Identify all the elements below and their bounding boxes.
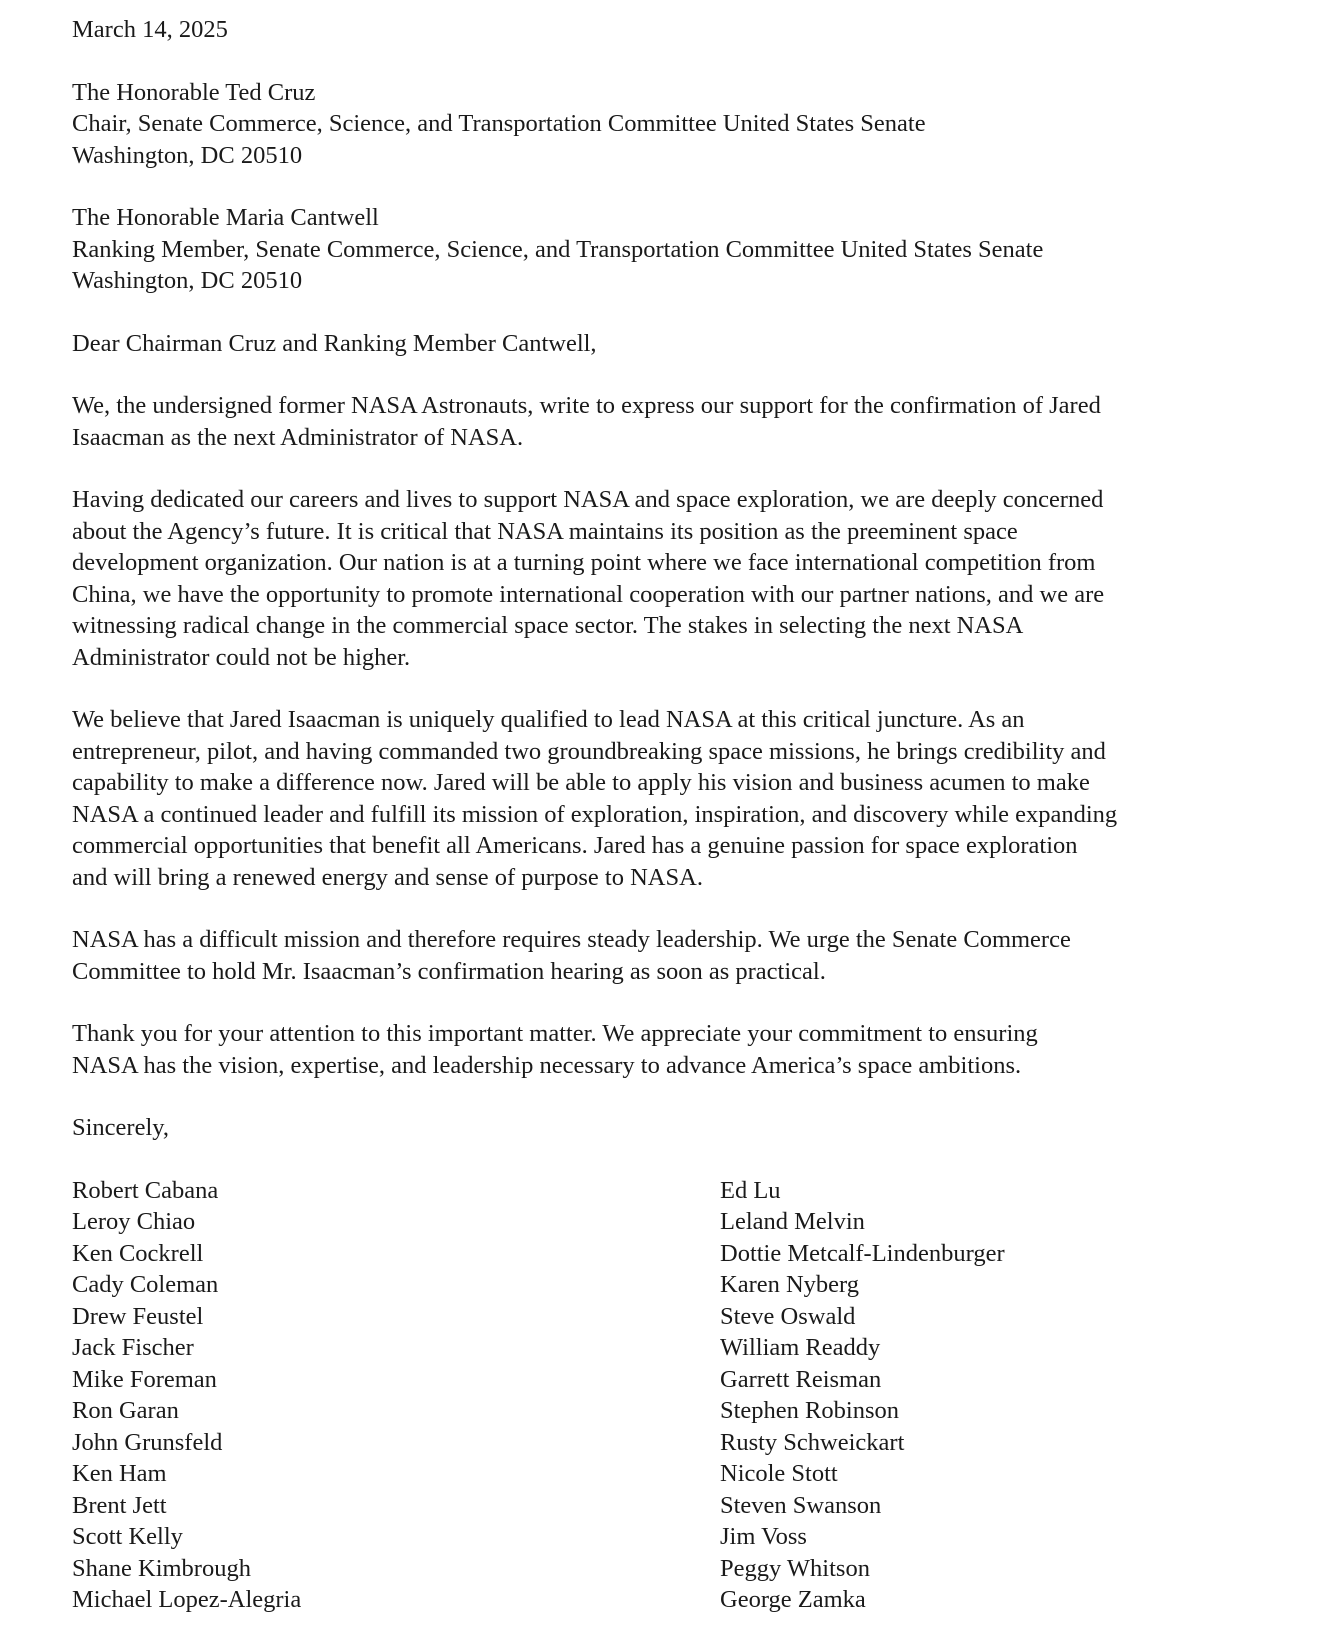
salutation-text: Dear Chairman Cruz and Ranking Member Cantwell, [72,329,597,357]
paragraph-line: NASA has the vision, expertise, and leadership necessary to advance America’s space ambitions. [72,1051,1022,1079]
paragraph-line: Isaacman as the next Administrator of NASA. [72,423,524,451]
paragraph-line: Having dedicated our careers and lives to support NASA and space exploration, we are deeply concerned [72,486,1104,513]
signatory-name: George Zamka [720,1586,866,1613]
paragraph-line: witnessing radical change in the commercial space sector. The stakes in selecting the next NASA [72,612,1024,639]
signatory-name: Mike Foreman [72,1365,217,1393]
date-text: March 14, 2025 [72,16,228,43]
recipient-address: Washington, DC 20510 [72,141,303,169]
signatory-name: Shane Kimbrough [72,1554,251,1582]
signatory-name: Jack Fischer [72,1334,194,1361]
paragraph-thanks [72,1018,1252,1081]
signatory-name: Jim Voss [720,1523,807,1550]
letter [72,14,1252,1616]
signatory-name: Karen Nyberg [720,1271,860,1298]
paragraph-concern [72,484,1252,673]
signatory-name: Ed Lu [720,1176,781,1204]
signatory-name: John Grunsfeld [72,1428,223,1456]
signatory-name: Leroy Chiao [72,1208,196,1235]
recipient-block-cantwell [72,202,1252,297]
signatory-name: Rusty Schweickart [720,1428,905,1456]
signatory-name: Garrett Reisman [720,1365,882,1393]
paragraph-line: NASA a continued leader and fulfill its mission of exploration, inspiration, and discovery while expanding [72,800,1118,828]
recipient-title: Ranking Member, Senate Commerce, Science, and Transportation Committee United States Senate [72,235,1044,263]
paragraph-line: We believe that Jared Isaacman is uniquely qualified to lead NASA at this critical juncture. As an [72,706,1025,733]
paragraph-line: Thank you for your attention to this important matter. We appreciate your commitment to ensuring [72,1020,1038,1047]
signatory-name: Michael Lopez-Alegria [72,1586,302,1613]
signatory-name: Ron Garan [72,1397,179,1424]
closing-text: Sincerely, [72,1114,170,1141]
recipient-address: Washington, DC 20510 [72,267,303,294]
signatory-name: Steve Oswald [720,1302,856,1330]
signatory-name: Brent Jett [72,1491,167,1519]
paragraph-line: about the Agency’s future. It is critical that NASA maintains its position as the preeminent space [72,517,1018,545]
recipient-name: The Honorable Maria Cantwell [72,204,379,231]
paragraph-line: We, the undersigned former NASA Astronauts, write to express our support for the confirmation of Jared [72,392,1101,419]
paragraph-support [72,390,1252,453]
letter-date [72,14,1252,46]
paragraph-line: Committee to hold Mr. Isaacman’s confirmation hearing as soon as practical. [72,957,826,985]
paragraph-line: Administrator could not be higher. [72,643,411,671]
paragraph-urge [72,924,1252,987]
signatory-name: Scott Kelly [72,1523,183,1550]
signatories [72,1175,1252,1616]
signatory-name: Dottie Metcalf-Lindenburger [720,1239,1005,1267]
signatory-name: Robert Cabana [72,1176,219,1204]
paragraph-line: China, we have the opportunity to promote international cooperation with our partner nations, and we are [72,580,1105,608]
paragraph-line: entrepreneur, pilot, and having commanded two groundbreaking space missions, he brings credibility and [72,737,1106,765]
signatory-name: Ken Ham [72,1460,167,1487]
paragraph-line: NASA has a difficult mission and therefore requires steady leadership. We urge the Senate Commerce [72,926,1071,953]
paragraph-line: commercial opportunities that benefit all Americans. Jared has a genuine passion for space exploration [72,832,1078,859]
signatories-left-column [72,1175,720,1616]
signatory-name: Nicole Stott [720,1460,838,1487]
signatory-name: Peggy Whitson [720,1554,870,1582]
paragraph-line: and will bring a renewed energy and sense of purpose to NASA. [72,863,703,891]
paragraph-line: capability to make a difference now. Jared will be able to apply his vision and business acumen to make [72,769,1090,796]
signatory-name: Cady Coleman [72,1271,219,1298]
recipient-block-cruz [72,77,1252,172]
signatory-name: Stephen Robinson [720,1397,899,1424]
signatory-name: Leland Melvin [720,1208,865,1235]
signatory-name: Ken Cockrell [72,1239,204,1267]
signatory-name: William Readdy [720,1334,881,1361]
signatory-name: Steven Swanson [720,1491,882,1519]
salutation [72,328,1252,360]
signatories-right-column [720,1175,1240,1616]
recipient-name: The Honorable Ted Cruz [72,78,316,106]
paragraph-qualification [72,704,1252,893]
recipient-title: Chair, Senate Commerce, Science, and Transportation Committee United States Senate [72,110,926,137]
closing [72,1112,1252,1144]
signatory-name: Drew Feustel [72,1302,204,1330]
paragraph-line: development organization. Our nation is at a turning point where we face international competition from [72,549,1096,576]
